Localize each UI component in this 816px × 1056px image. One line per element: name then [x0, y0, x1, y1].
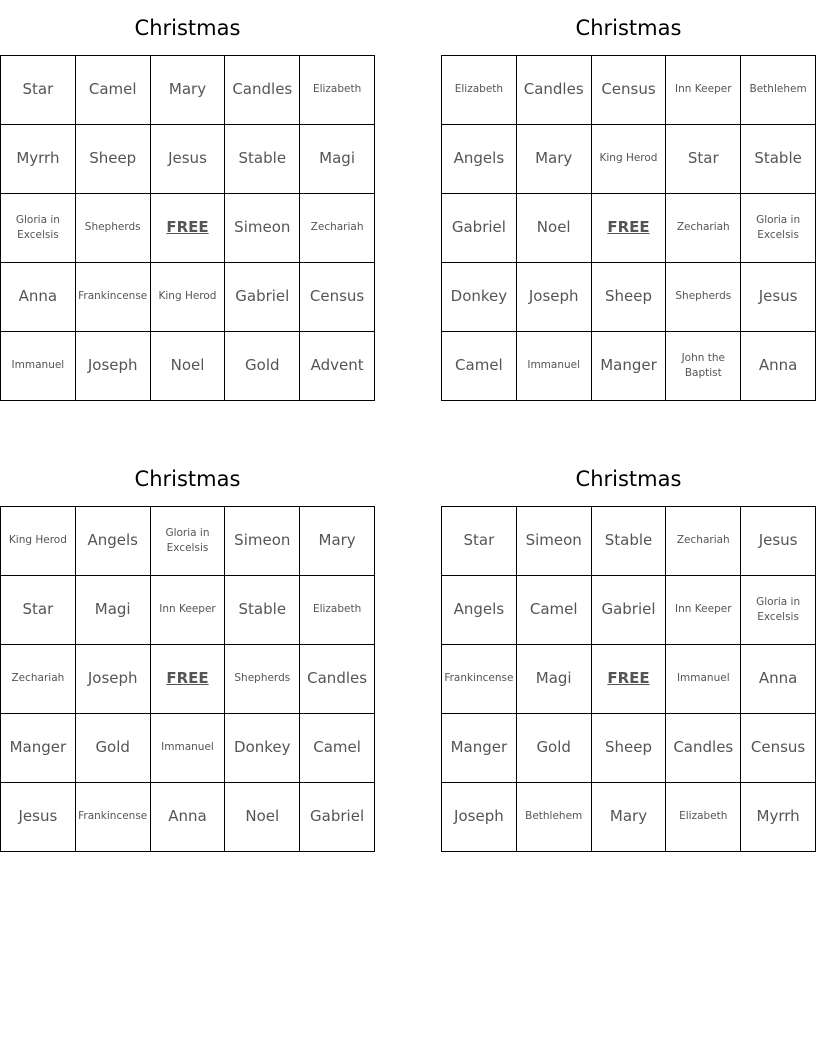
grid-cell: John the Baptist	[666, 332, 741, 401]
grid-cell: Shepherds	[666, 263, 741, 332]
grid-cell: Anna	[741, 645, 816, 714]
grid-cell: Gabriel	[300, 783, 375, 852]
grid-cell: Camel	[75, 56, 150, 125]
grid-row	[1, 645, 375, 714]
grid-cell: King Herod	[150, 263, 225, 332]
bingo-card-4	[441, 451, 816, 852]
grid-cell: Frankincense	[442, 645, 517, 714]
grid-cell: Stable	[591, 507, 666, 576]
grid-cell: Gold	[225, 332, 300, 401]
grid-row	[442, 332, 816, 401]
grid-cell: Candles	[516, 56, 591, 125]
grid-cell: Joseph	[75, 332, 150, 401]
grid-cell: Inn Keeper	[666, 576, 741, 645]
bingo-grid	[441, 55, 816, 401]
free-space-cell: FREE	[150, 194, 225, 263]
grid-cell: Elizabeth	[300, 576, 375, 645]
card-title: Christmas	[575, 466, 682, 491]
grid-cell: Gold	[75, 714, 150, 783]
grid-cell: Angels	[442, 576, 517, 645]
grid-cell: Jesus	[741, 507, 816, 576]
grid-row	[442, 125, 816, 194]
grid-cell: Camel	[442, 332, 517, 401]
grid-cell: Census	[591, 56, 666, 125]
bingo-grid	[0, 506, 375, 852]
grid-cell: Donkey	[225, 714, 300, 783]
grid-cell: Jesus	[1, 783, 76, 852]
grid-cell: Elizabeth	[442, 56, 517, 125]
grid-cell: Shepherds	[225, 645, 300, 714]
bingo-grid	[441, 506, 816, 852]
grid-cell: Candles	[666, 714, 741, 783]
grid-cell: Myrrh	[1, 125, 76, 194]
grid-cell: Angels	[442, 125, 517, 194]
grid-row	[442, 645, 816, 714]
grid-cell: Gabriel	[225, 263, 300, 332]
card-title: Christmas	[134, 15, 241, 40]
grid-cell: Mary	[516, 125, 591, 194]
grid-cell: Manger	[1, 714, 76, 783]
bingo-card-2	[441, 0, 816, 401]
grid-row	[1, 194, 375, 263]
grid-cell: Zechariah	[666, 194, 741, 263]
grid-cell: Immanuel	[666, 645, 741, 714]
bingo-card-1	[0, 0, 375, 401]
grid-cell: Star	[1, 576, 76, 645]
grid-row	[1, 714, 375, 783]
grid-row	[1, 576, 375, 645]
grid-cell: Manger	[442, 714, 517, 783]
grid-cell: Noel	[150, 332, 225, 401]
grid-cell: Gloria in Excelsis	[150, 507, 225, 576]
grid-cell: Gabriel	[591, 576, 666, 645]
grid-cell: Magi	[300, 125, 375, 194]
grid-row	[442, 56, 816, 125]
grid-cell: Camel	[516, 576, 591, 645]
grid-cell: Sheep	[591, 263, 666, 332]
grid-cell: Jesus	[150, 125, 225, 194]
grid-cell: Gabriel	[442, 194, 517, 263]
grid-row	[1, 125, 375, 194]
grid-cell: Star	[666, 125, 741, 194]
grid-row	[442, 783, 816, 852]
grid-cell: Elizabeth	[300, 56, 375, 125]
grid-cell: Gold	[516, 714, 591, 783]
grid-cell: Shepherds	[75, 194, 150, 263]
bingo-card-3	[0, 451, 375, 852]
grid-cell: Mary	[300, 507, 375, 576]
grid-cell: Bethlehem	[516, 783, 591, 852]
free-space-cell: FREE	[150, 645, 225, 714]
grid-row	[1, 56, 375, 125]
grid-row	[442, 263, 816, 332]
grid-cell: Stable	[225, 576, 300, 645]
grid-row	[1, 507, 375, 576]
grid-cell: Inn Keeper	[150, 576, 225, 645]
grid-cell: Gloria in Excelsis	[1, 194, 76, 263]
grid-cell: Mary	[150, 56, 225, 125]
grid-cell: Gloria in Excelsis	[741, 194, 816, 263]
grid-cell: Angels	[75, 507, 150, 576]
grid-cell: Bethlehem	[741, 56, 816, 125]
grid-cell: Simeon	[516, 507, 591, 576]
grid-cell: Census	[741, 714, 816, 783]
grid-cell: Magi	[75, 576, 150, 645]
grid-row	[442, 194, 816, 263]
grid-cell: Simeon	[225, 507, 300, 576]
grid-cell: Immanuel	[150, 714, 225, 783]
grid-row	[1, 263, 375, 332]
grid-cell: Frankincense	[75, 263, 150, 332]
grid-cell: Myrrh	[741, 783, 816, 852]
card-title: Christmas	[575, 15, 682, 40]
grid-cell: Inn Keeper	[666, 56, 741, 125]
grid-cell: Advent	[300, 332, 375, 401]
grid-cell: Joseph	[442, 783, 517, 852]
grid-cell: Zechariah	[666, 507, 741, 576]
grid-cell: Census	[300, 263, 375, 332]
grid-cell: Joseph	[516, 263, 591, 332]
grid-cell: Anna	[1, 263, 76, 332]
free-space-cell: FREE	[591, 645, 666, 714]
grid-cell: Anna	[150, 783, 225, 852]
grid-cell: Camel	[300, 714, 375, 783]
grid-cell: Stable	[225, 125, 300, 194]
grid-cell: Noel	[516, 194, 591, 263]
grid-cell: Elizabeth	[666, 783, 741, 852]
grid-cell: Magi	[516, 645, 591, 714]
grid-cell: Anna	[741, 332, 816, 401]
grid-cell: Sheep	[75, 125, 150, 194]
grid-cell: Candles	[225, 56, 300, 125]
grid-row	[442, 714, 816, 783]
grid-cell: King Herod	[1, 507, 76, 576]
card-title: Christmas	[134, 466, 241, 491]
grid-cell: Joseph	[75, 645, 150, 714]
grid-row	[1, 783, 375, 852]
grid-cell: Gloria in Excelsis	[741, 576, 816, 645]
grid-cell: Candles	[300, 645, 375, 714]
grid-cell: Donkey	[442, 263, 517, 332]
grid-cell: Frankincense	[75, 783, 150, 852]
grid-cell: Noel	[225, 783, 300, 852]
grid-cell: Simeon	[225, 194, 300, 263]
grid-row	[442, 507, 816, 576]
grid-cell: Jesus	[741, 263, 816, 332]
grid-cell: Zechariah	[300, 194, 375, 263]
bingo-grid	[0, 55, 375, 401]
grid-cell: Immanuel	[1, 332, 76, 401]
grid-row	[442, 576, 816, 645]
free-space-cell: FREE	[591, 194, 666, 263]
grid-cell: Zechariah	[1, 645, 76, 714]
grid-cell: Stable	[741, 125, 816, 194]
grid-cell: Manger	[591, 332, 666, 401]
grid-row	[1, 332, 375, 401]
grid-cell: Mary	[591, 783, 666, 852]
grid-cell: King Herod	[591, 125, 666, 194]
grid-cell: Sheep	[591, 714, 666, 783]
grid-cell: Star	[442, 507, 517, 576]
grid-cell: Immanuel	[516, 332, 591, 401]
grid-cell: Star	[1, 56, 76, 125]
